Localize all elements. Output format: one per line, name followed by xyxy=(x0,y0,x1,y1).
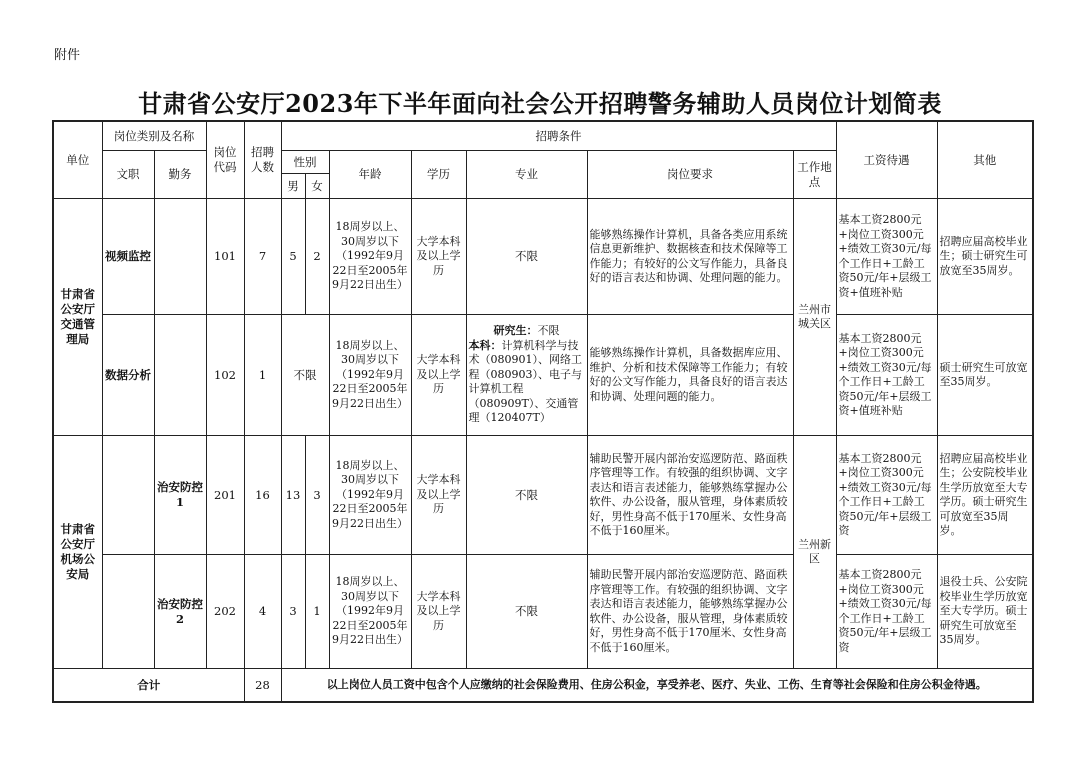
major-graduate-value: 不限 xyxy=(537,324,560,338)
major-cell: 不限 xyxy=(466,199,587,315)
page-title: 甘肃省公安厅2023年下半年面向社会公开招聘警务辅助人员岗位计划简表 xyxy=(138,89,942,118)
count-cell: 16 xyxy=(244,436,281,555)
other-cell: 招聘应届高校毕业生；公安院校毕业生学历放宽至大专学历。硕士研究生可放宽至35周岁。 xyxy=(937,436,1033,555)
header-work-location: 工作地点 xyxy=(793,151,836,199)
female-cell: 1 xyxy=(305,555,329,669)
header-other: 其他 xyxy=(937,121,1033,199)
major-undergraduate-value: 计算机科学与技术（080901）、网络工程（080903）、电子与计算机工程（080909T）、交通管理（120407T） xyxy=(468,338,582,425)
service-cell: 治安防控2 xyxy=(154,555,206,669)
salary-cell: 基本工资2800元+岗位工资300元+绩效工资30元/每个工作日+工龄工资50元/年+层级工资+值班补贴 xyxy=(836,315,937,436)
clerical-cell xyxy=(102,436,154,555)
header-age: 年龄 xyxy=(329,151,411,199)
table-row xyxy=(53,315,1033,436)
male-cell: 13 xyxy=(281,436,305,555)
total-label: 合计 xyxy=(53,669,244,703)
other-cell: 招聘应届高校毕业生；硕士研究生可放宽至35周岁。 xyxy=(937,199,1033,315)
female-cell: 2 xyxy=(305,199,329,315)
salary-cell: 基本工资2800元+岗位工资300元+绩效工资30元/每个工作日+工龄工资50元/年+层级工资 xyxy=(836,436,937,555)
gender-any-cell: 不限 xyxy=(281,315,329,436)
requirements-cell: 辅助民警开展内部治安巡逻防范、路面秩序管理等工作。有较强的组织协调、文字表达和语言表述能力，能够熟练掌握办公软件、办公设备，服从管理，身体素质较好，男性身高不低于170厘米、女性身高不低于160厘米。 xyxy=(587,555,793,669)
major-graduate-label: 研究生： xyxy=(493,324,538,338)
male-cell: 5 xyxy=(281,199,305,315)
code-cell: 201 xyxy=(206,436,244,555)
table-row xyxy=(53,436,1033,555)
major-cell xyxy=(466,315,587,436)
header-conditions: 招聘条件 xyxy=(281,121,836,151)
count-cell: 4 xyxy=(244,555,281,669)
work-location-cell: 兰州新区 xyxy=(793,436,836,669)
salary-cell: 基本工资2800元+岗位工资300元+绩效工资30元/每个工作日+工龄工资50元/年+层级工资 xyxy=(836,555,937,669)
other-cell: 退役士兵、公安院校毕业生学历放宽至大专学历。硕士研究生可放宽至35周岁。 xyxy=(937,555,1033,669)
header-service: 勤务 xyxy=(154,151,206,199)
education-cell: 大学本科及以上学历 xyxy=(411,315,466,436)
requirements-cell: 能够熟练操作计算机，具备各类应用系统信息更新维护、数据核查和技术保障等工作能力；有较好的公文写作能力，具备良好的语言表达和协调、处理问题的能力。 xyxy=(587,199,793,315)
work-location-cell: 兰州市城关区 xyxy=(793,199,836,436)
total-count: 28 xyxy=(244,669,281,703)
requirements-cell: 辅助民警开展内部治安巡逻防范、路面秩序管理等工作。有较强的组织协调、文字表达和语言表述能力，能够熟练掌握办公软件、办公设备，服从管理，身体素质较好，男性身高不低于170厘米、女性身高不低于160厘米。 xyxy=(587,436,793,555)
clerical-cell xyxy=(102,555,154,669)
recruitment-plan-table xyxy=(52,120,1034,703)
header-requirements: 岗位要求 xyxy=(587,151,793,199)
header-position-code: 岗位代码 xyxy=(206,121,244,199)
code-cell: 202 xyxy=(206,555,244,669)
table-row xyxy=(53,555,1033,669)
attachment-label: 附件 xyxy=(54,48,81,63)
unit-cell: 甘肃省公安厅机场公安局 xyxy=(53,436,102,669)
other-cell: 硕士研究生可放宽至35周岁。 xyxy=(937,315,1033,436)
age-cell: 18周岁以上、30周岁以下（1992年9月22日至2005年9月22日出生） xyxy=(329,555,411,669)
age-cell: 18周岁以上、30周岁以下（1992年9月22日至2005年9月22日出生） xyxy=(329,436,411,555)
total-note: 以上岗位人员工资中包含个人应缴纳的社会保险费用、住房公积金，享受养老、医疗、失业、工伤、生育等社会保险和住房公积金待遇。 xyxy=(281,669,1033,703)
education-cell: 大学本科及以上学历 xyxy=(411,199,466,315)
major-graduate xyxy=(469,324,585,339)
total-row xyxy=(53,669,1033,703)
code-cell: 101 xyxy=(206,199,244,315)
header-education: 学历 xyxy=(411,151,466,199)
header-clerical: 文职 xyxy=(102,151,154,199)
major-cell: 不限 xyxy=(466,555,587,669)
count-cell: 7 xyxy=(244,199,281,315)
education-cell: 大学本科及以上学历 xyxy=(411,555,466,669)
code-cell: 102 xyxy=(206,315,244,436)
major-undergraduate xyxy=(469,339,585,426)
header-unit: 单位 xyxy=(53,121,102,199)
male-cell: 3 xyxy=(281,555,305,669)
table-row xyxy=(53,199,1033,315)
header-gender: 性别 xyxy=(281,151,329,174)
clerical-cell: 视频监控 xyxy=(102,199,154,315)
education-cell: 大学本科及以上学历 xyxy=(411,436,466,555)
header-major: 专业 xyxy=(466,151,587,199)
header-recruit-count: 招聘人数 xyxy=(244,121,281,199)
unit-cell: 甘肃省公安厅交通管理局 xyxy=(53,199,102,436)
female-cell: 3 xyxy=(305,436,329,555)
requirements-cell: 能够熟练操作计算机，具备数据库应用、维护、分析和技术保障等工作能力；有较好的公文写作能力，具备良好的语言表达和协调、处理问题的能力。 xyxy=(587,315,793,436)
age-cell: 18周岁以上、30周岁以下（1992年9月22日至2005年9月22日出生） xyxy=(329,199,411,315)
service-cell xyxy=(154,199,206,315)
header-male: 男 xyxy=(281,174,305,199)
header-salary: 工资待遇 xyxy=(836,121,937,199)
service-cell: 治安防控1 xyxy=(154,436,206,555)
service-cell xyxy=(154,315,206,436)
clerical-cell: 数据分析 xyxy=(102,315,154,436)
major-undergraduate-label: 本科： xyxy=(468,338,502,352)
header-row xyxy=(53,121,1033,151)
major-cell: 不限 xyxy=(466,436,587,555)
header-female: 女 xyxy=(305,174,329,199)
count-cell: 1 xyxy=(244,315,281,436)
age-cell: 18周岁以上、30周岁以下（1992年9月22日至2005年9月22日出生） xyxy=(329,315,411,436)
header-position-category: 岗位类别及名称 xyxy=(102,121,206,151)
salary-cell: 基本工资2800元+岗位工资300元+绩效工资30元/每个工作日+工龄工资50元/年+层级工资+值班补贴 xyxy=(836,199,937,315)
